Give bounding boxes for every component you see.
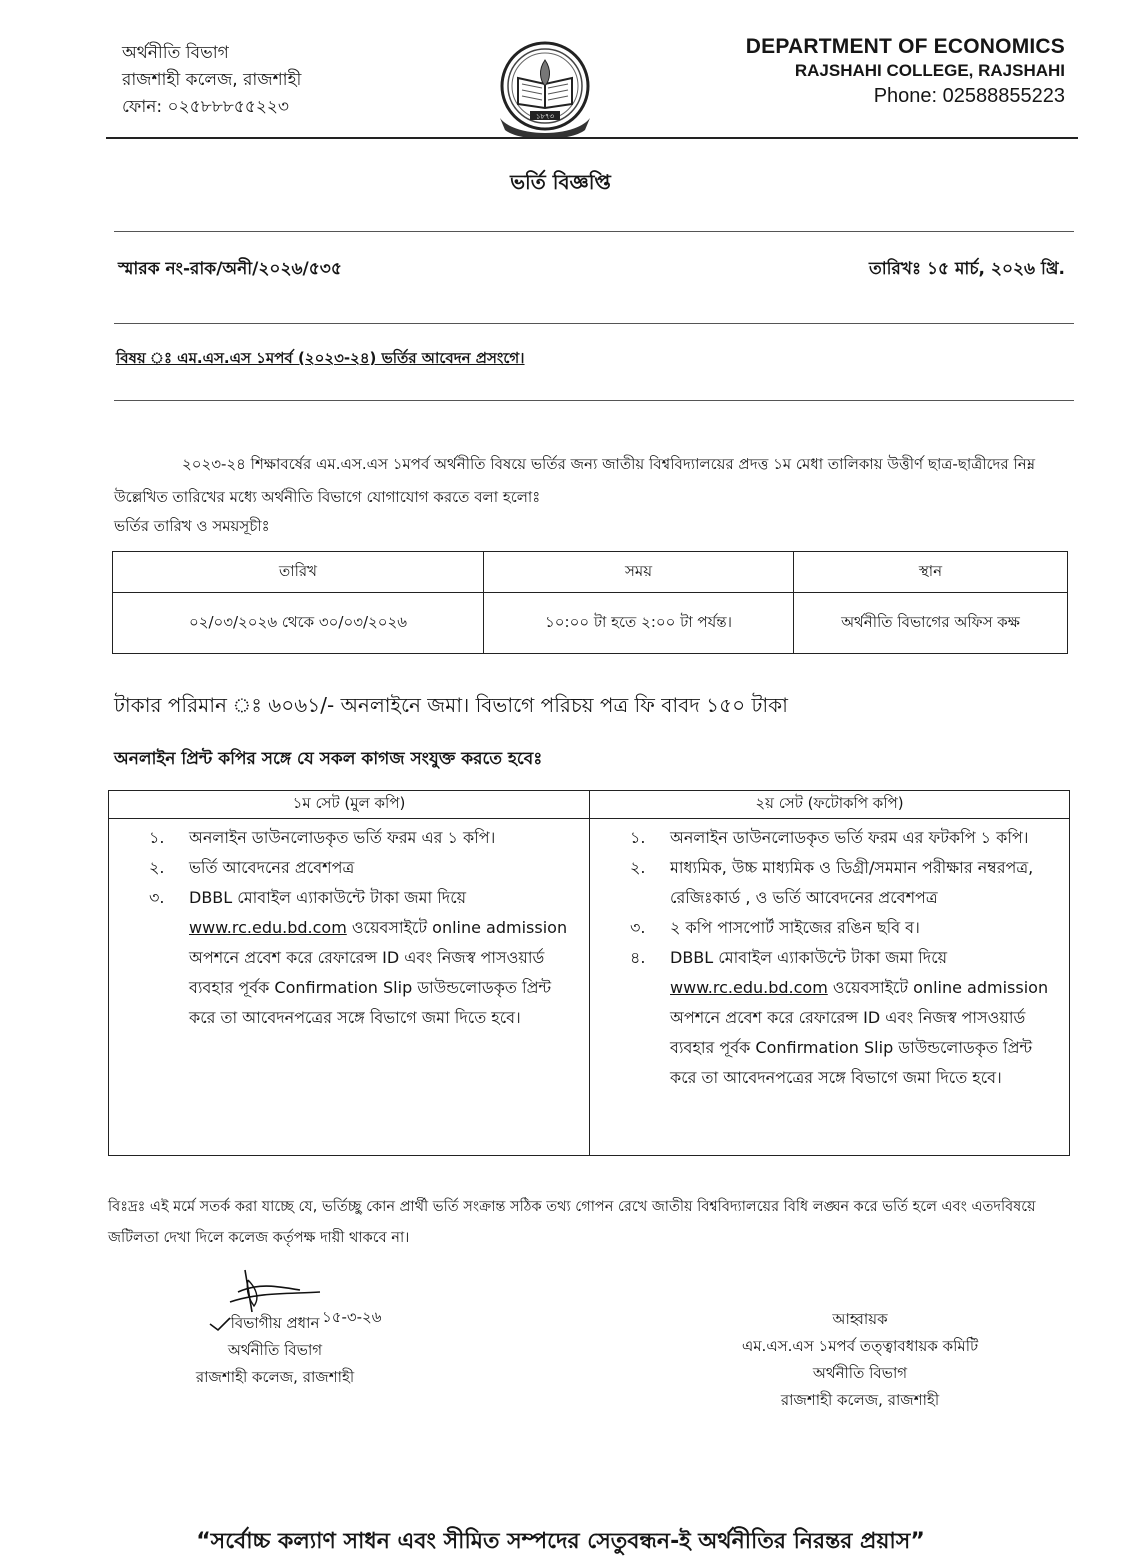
item-text: ওয়েবসাইটে online admission অপশনে প্রবেশ করে রেফারেন্স ID এবং নিজস্ব পাসওয়ার্ড ব্যবহার পূর্বক Confirmation Slip ডাউন্ডলোডকৃত প্রিন্ট করে তা আবেদনপত্রের সঙ্গে বিভাগে জমা দিতে হবে। bbox=[189, 918, 568, 1027]
item-text: ওয়েবসাইটে online admission অপশনে প্রবেশ করে রেফারেন্স ID এবং নিজস্ব পাসওয়ার্ড ব্যবহার পূর্বক Confirmation Slip ডাউন্ডলোডকৃত প্রিন্ট করে তা আবেদনপত্রের সঙ্গে বিভাগে জমা দিতে হবে। bbox=[670, 978, 1049, 1087]
item-text: DBBL মোবাইল এ্যাকাউন্টে টাকা জমা দিয়ে bbox=[189, 888, 467, 907]
item-number: ১. bbox=[149, 828, 165, 847]
header-divider bbox=[106, 137, 1078, 139]
schedule-header-row bbox=[113, 552, 1068, 593]
item-number: ৩. bbox=[149, 888, 165, 907]
list-item bbox=[630, 823, 1059, 853]
signatory-left-college: রাজশাহী কলেজ, রাজশাহী bbox=[195, 1368, 355, 1386]
item-text: অনলাইন ডাউনলোডকৃত ভর্তি ফরম এর ১ কপি। bbox=[189, 828, 496, 847]
footer-motto: “সর্বোচ্চ কল্যাণ সাধন এবং সীমিত সম্পদের সেতুবন্ধন-ই অর্থনীতির নিরন্তর প্রয়াস” bbox=[196, 1529, 925, 1554]
list-item bbox=[149, 853, 579, 883]
logo-year: ১৮৭৩ bbox=[535, 112, 555, 121]
signatory-right-department: অর্থনীতি বিভাগ bbox=[812, 1364, 908, 1382]
list-item bbox=[630, 913, 1059, 943]
documents-set2-list bbox=[630, 823, 1059, 1093]
schedule-table bbox=[112, 551, 1068, 654]
schedule-place-cell: অর্থনীতি বিভাগের অফিস কক্ষ bbox=[794, 593, 1068, 654]
signatory-left bbox=[150, 1262, 400, 1391]
signature-date: ১৫-৩-২৬ bbox=[322, 1308, 382, 1326]
schedule-header-place: স্থান bbox=[794, 552, 1068, 593]
header-phone-en: Phone: 02588855223 bbox=[873, 85, 1065, 107]
item-text: ২ কপি পাসপোর্ট সাইজের রঙিন ছবি ব। bbox=[670, 918, 920, 937]
item-number: ৩. bbox=[630, 918, 646, 937]
header-bangla-block bbox=[122, 40, 301, 121]
documents-set1-cell bbox=[109, 819, 590, 1156]
signatory-right bbox=[700, 1306, 1020, 1414]
website-link[interactable]: www.rc.edu.bd.com bbox=[670, 978, 828, 997]
schedule-header-time: সময় bbox=[484, 552, 794, 593]
list-item bbox=[149, 883, 579, 1033]
item-text: মাধ্যমিক, উচ্চ মাধ্যমিক ও ডিগ্রী/সমমান পরীক্ষার নম্বরপত্র, রেজিঃকার্ড , ও ভর্তি আবেদনের প্রবেশপত্র bbox=[670, 858, 1034, 907]
item-text: অনলাইন ডাউনলোডকৃত ভর্তি ফরম এর ফটকপি ১ কপি। bbox=[670, 828, 1029, 847]
schedule-label: ভর্তির তারিখ ও সময়সূচীঃ bbox=[114, 517, 270, 535]
signatory-right-title: আহ্বায়ক bbox=[832, 1310, 888, 1328]
notice-title: ভর্তি বিজ্ঞপ্তি bbox=[510, 170, 611, 194]
schedule-date-cell: ০২/০৩/২০২৬ থেকে ৩০/০৩/২০২৬ bbox=[113, 593, 484, 654]
header-english-block bbox=[746, 34, 1065, 110]
signatory-right-college: রাজশাহী কলেজ, রাজশাহী bbox=[780, 1391, 940, 1409]
notice-subject: বিষয় ঃ এম.এস.এস ১মপর্ব (২০২৩-২৪) ভর্তির আবেদন প্রসংগে। bbox=[116, 349, 525, 367]
item-number: ৪. bbox=[630, 948, 646, 967]
website-link[interactable]: www.rc.edu.bd.com bbox=[189, 918, 347, 937]
documents-header-row bbox=[109, 791, 1070, 819]
item-number: ২. bbox=[149, 858, 165, 877]
list-item bbox=[630, 943, 1059, 1093]
documents-label: অনলাইন প্রিন্ট কপির সঙ্গে যে সকল কাগজ সংযুক্ত করতে হবেঃ bbox=[114, 749, 543, 769]
divider bbox=[114, 400, 1074, 401]
notice-body: ২০২৩-২৪ শিক্ষাবর্ষের এম.এস.এস ১মপর্ব অর্থনীতি বিষয়ে ভর্তির জন্য জাতীয় বিশ্ববিদ্যালয়ের প্রদত্ত ১ম মেধা তালিকায় উত্তীর্ণ ছাত্র-ছাত্রীদের নিম্ন উল্লেখিত তারিখের মধ্যে অর্থনীতি বিভাগে যোগাযোগ করতে বলা হলোঃ bbox=[114, 455, 1035, 506]
college-crest-icon bbox=[490, 38, 600, 143]
item-number: ২. bbox=[630, 858, 646, 877]
signatory-left-title: বিভাগীয় প্রধান bbox=[230, 1314, 320, 1332]
table-row bbox=[109, 819, 1070, 1156]
header-college-en: RAJSHAHI COLLEGE, RAJSHAHI bbox=[794, 61, 1065, 80]
item-text: ভর্তি আবেদনের প্রবেশপত্র bbox=[189, 858, 355, 877]
documents-set1-list bbox=[149, 823, 579, 1033]
signatory-left-department: অর্থনীতি বিভাগ bbox=[227, 1341, 323, 1359]
reference-number: স্মারক নং-রাক/অনী/২০২৬/৫৩৫ bbox=[118, 259, 342, 279]
header-department-bn: অর্থনীতি বিভাগ bbox=[122, 43, 229, 63]
header-college-bn: রাজশাহী কলেজ, রাজশাহী bbox=[122, 70, 302, 90]
divider bbox=[114, 323, 1074, 324]
warning-note: বিঃদ্রঃ এই মর্মে সতর্ক করা যাচ্ছে যে, ভর্তিচ্ছু কোন প্রার্থী ভর্তি সংক্রান্ত সঠিক তথ্য গোপন রেখে জাতীয় বিশ্ববিদ্যালয়ের বিধি লঙ্ঘন করে ভর্তি হলে এবং এতদবিষয়ে জটিলতা দেখা দিলে কলেজ কর্তৃপক্ষ দায়ী থাকবে না। bbox=[108, 1199, 1036, 1246]
signatory-right-committee: এম.এস.এস ১মপর্ব তত্ত্বাবধায়ক কমিটি bbox=[741, 1337, 979, 1355]
header-phone-bn: ফোন: ০২৫৮৮৮৫৫২২৩ bbox=[122, 97, 289, 117]
table-row bbox=[113, 593, 1068, 654]
divider bbox=[114, 231, 1074, 232]
schedule-header-date: তারিখ bbox=[113, 552, 484, 593]
fee-amount: টাকার পরিমান ঃ ৬০৬১/- অনলাইনে জমা। বিভাগে পরিচয় পত্র ফি বাবদ ১৫০ টাকা bbox=[114, 693, 788, 717]
item-number: ১. bbox=[630, 828, 646, 847]
documents-header-set1: ১ম সেট (মুল কপি) bbox=[109, 791, 590, 819]
notice-date: তারিখঃ ১৫ মার্চ, ২০২৬ খ্রি. bbox=[868, 259, 1065, 279]
list-item bbox=[149, 823, 579, 853]
item-text: DBBL মোবাইল এ্যাকাউন্টে টাকা জমা দিয়ে bbox=[670, 948, 948, 967]
documents-set2-cell bbox=[590, 819, 1070, 1156]
documents-table bbox=[108, 790, 1070, 1156]
documents-header-set2: ২য় সেট (ফটোকপি কপি) bbox=[590, 791, 1070, 819]
header-department-en: DEPARTMENT OF ECONOMICS bbox=[745, 35, 1065, 58]
schedule-time-cell: ১০:০০ টা হতে ২:০০ টা পর্যন্ত। bbox=[484, 593, 794, 654]
list-item bbox=[630, 853, 1059, 913]
